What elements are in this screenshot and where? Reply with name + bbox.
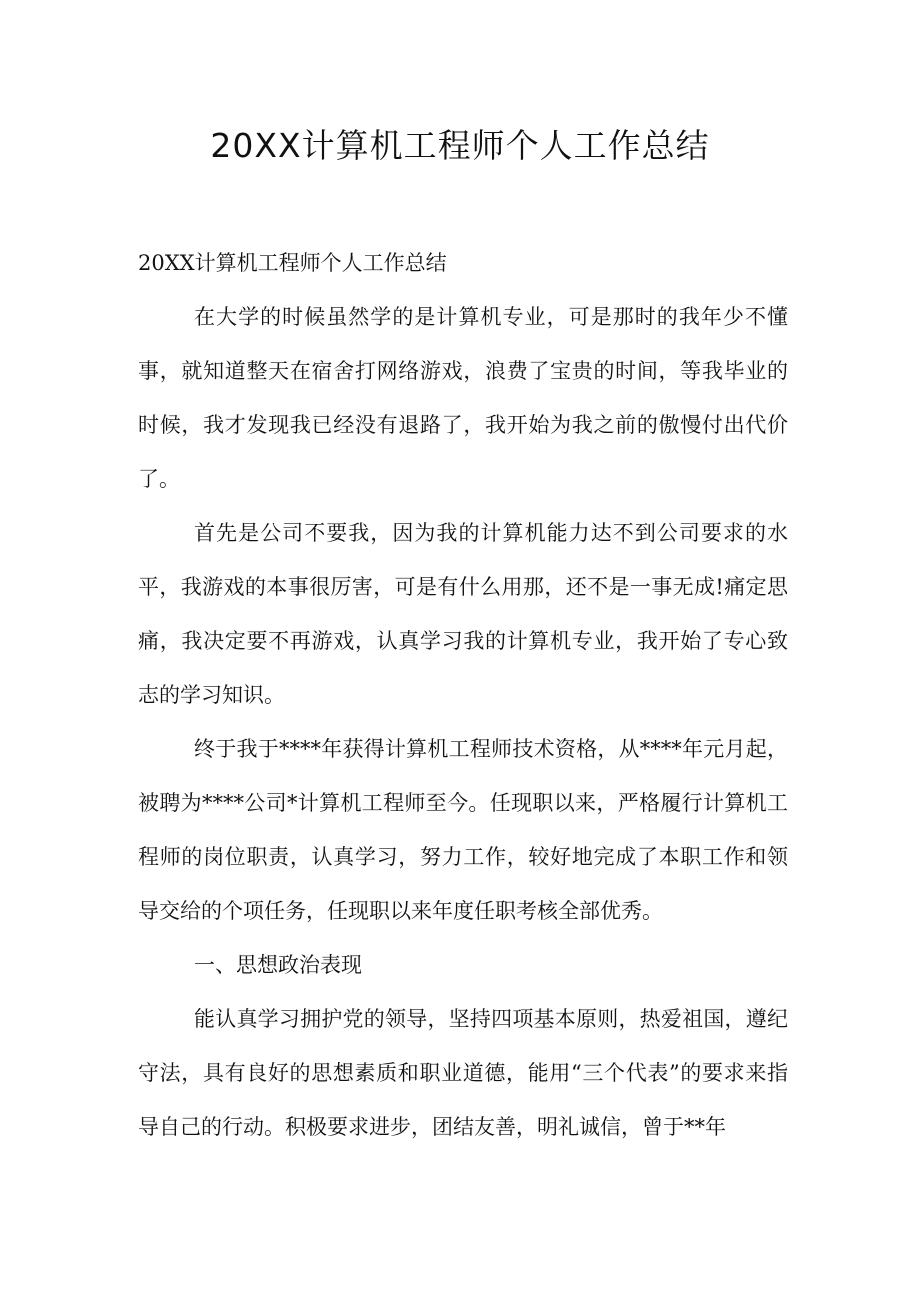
paragraph: 终于我于****年获得计算机工程师技术资格，从****年元月起，被聘为****公司*计算机工程师至今。任现职以来，严格履行计算机工程师的岗位职责，认真学习，努力工作，较好地完成了本职工作和领导交给的个项任务，任现职以来年度任职考核全部优秀。 [138,737,788,923]
paragraph: 首先是公司不要我，因为我的计算机能力达不到公司要求的水平，我游戏的本事很厉害，可是有什么用那，还不是一事无成!痛定思痛，我决定要不再游戏，认真学习我的计算机专业，我开始了专心致志的学习知识。 [138,521,788,707]
paragraph: 能认真学习拥护党的领导，坚持四项基本原则，热爱祖国，遵纪守法，具有良好的思想素质和职业道德，能用“三个代表”的要求来指导自己的行动。积极要求进步，团结友善，明礼诚信，曾于**年 [138,1007,788,1139]
document-title: 20XX计算机工程师个人工作总结 [210,126,710,165]
document-subtitle: 20XX计算机工程师个人工作总结 [138,251,447,275]
section-heading: 一、思想政治表现 [194,953,362,977]
document-body [138,236,788,1154]
paragraph: 在大学的时候虽然学的是计算机专业，可是那时的我年少不懂事，就知道整天在宿舍打网络游戏，浪费了宝贵的时间，等我毕业的时候，我才发现我已经没有退路了，我开始为我之前的傲慢付出代价了。 [138,305,788,491]
